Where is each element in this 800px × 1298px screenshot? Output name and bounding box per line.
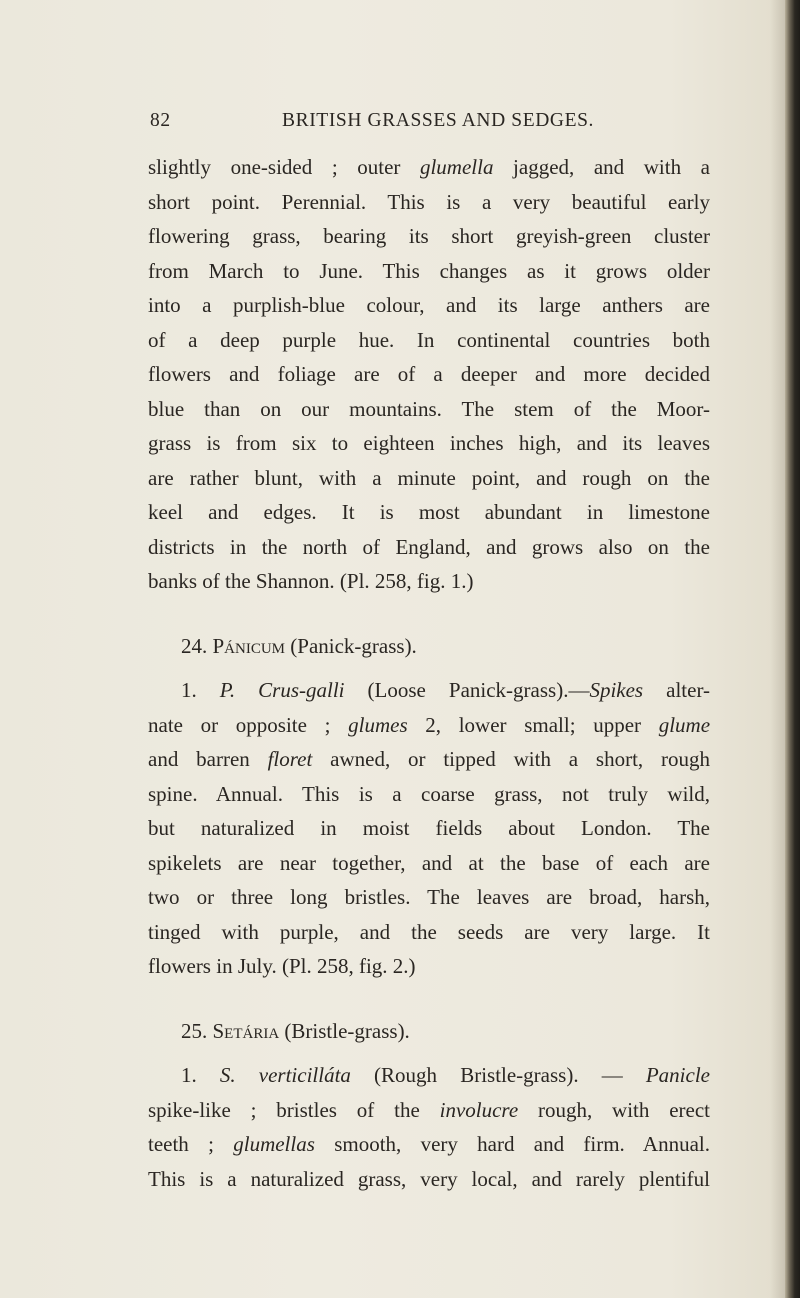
text-line: are rather blunt, with a minute point, and rough on the (148, 465, 710, 490)
text-line: but naturalized in moist fields about London. The (148, 816, 710, 840)
text-line: This is a naturalized grass, very local, and rarely plentiful (148, 1166, 710, 1191)
text-line: 1. S. verticilláta (Rough Bristle-grass). — Panicle (181, 1063, 710, 1087)
text-line: blue than on our mountains. The stem of the Moor- (148, 396, 710, 421)
text-line: nate or opposite ; glumes 2, lower small; upper glume (148, 712, 711, 737)
text-line: flowers in July. (Pl. 258, fig. 2.) (148, 954, 416, 978)
text-line: into a purplish-blue colour, and its large anthers are (148, 293, 710, 317)
text-line: flowers and foliage are of a deeper and more decided (148, 362, 710, 386)
page-gutter-shadow (770, 0, 785, 1298)
text-line: and barren floret awned, or tipped with a short, rough (148, 747, 710, 771)
section-gap (148, 663, 710, 673)
section-gap (148, 1048, 710, 1058)
section-gap (148, 599, 710, 629)
text-line: 1. P. Crus-galli (Loose Panick-grass).—Spikes alter- (181, 678, 711, 702)
text-line: spine. Annual. This is a coarse grass, not truly wild, (148, 781, 710, 806)
text-line: spike-like ; bristles of the involucre rough, with erect (148, 1097, 710, 1122)
text-line: from March to June. This changes as it grows older (148, 258, 710, 283)
text-line: banks of the Shannon. (Pl. 258, fig. 1.) (148, 569, 474, 593)
text-line: keel and edges. It is most abundant in limestone (148, 500, 710, 524)
section-heading-setaria: 25. Setária (Bristle-grass). (181, 1018, 410, 1043)
text-line: districts in the north of England, and grows also on the (148, 534, 710, 559)
section-heading-panicum: 24. Pánicum (Panick-grass). (181, 633, 417, 658)
text-line: teeth ; glumellas smooth, very hard and firm. Annual. (148, 1132, 710, 1156)
text-line: tinged with purple, and the seeds are very large. It (148, 919, 710, 944)
text-line: grass is from six to eighteen inches high, and its leaves (148, 431, 710, 455)
text-line: flowering grass, bearing its short greyish-green cluster (148, 224, 710, 248)
section-gap (148, 984, 710, 1014)
text-line: spikelets are near together, and at the base of each are (148, 850, 710, 875)
text-line: slightly one-sided ; outer glumella jagged, and with a (148, 155, 710, 179)
running-title: BRITISH GRASSES AND SEDGES. (282, 110, 595, 131)
book-edge (785, 0, 800, 1298)
text-line: of a deep purple hue. In continental countries both (148, 327, 710, 352)
body-text (148, 150, 710, 1196)
text-line: two or three long bristles. The leaves are broad, harsh, (148, 885, 710, 909)
text-line: short point. Perennial. This is a very beautiful early (148, 189, 710, 214)
page-number: 82 (150, 110, 171, 131)
